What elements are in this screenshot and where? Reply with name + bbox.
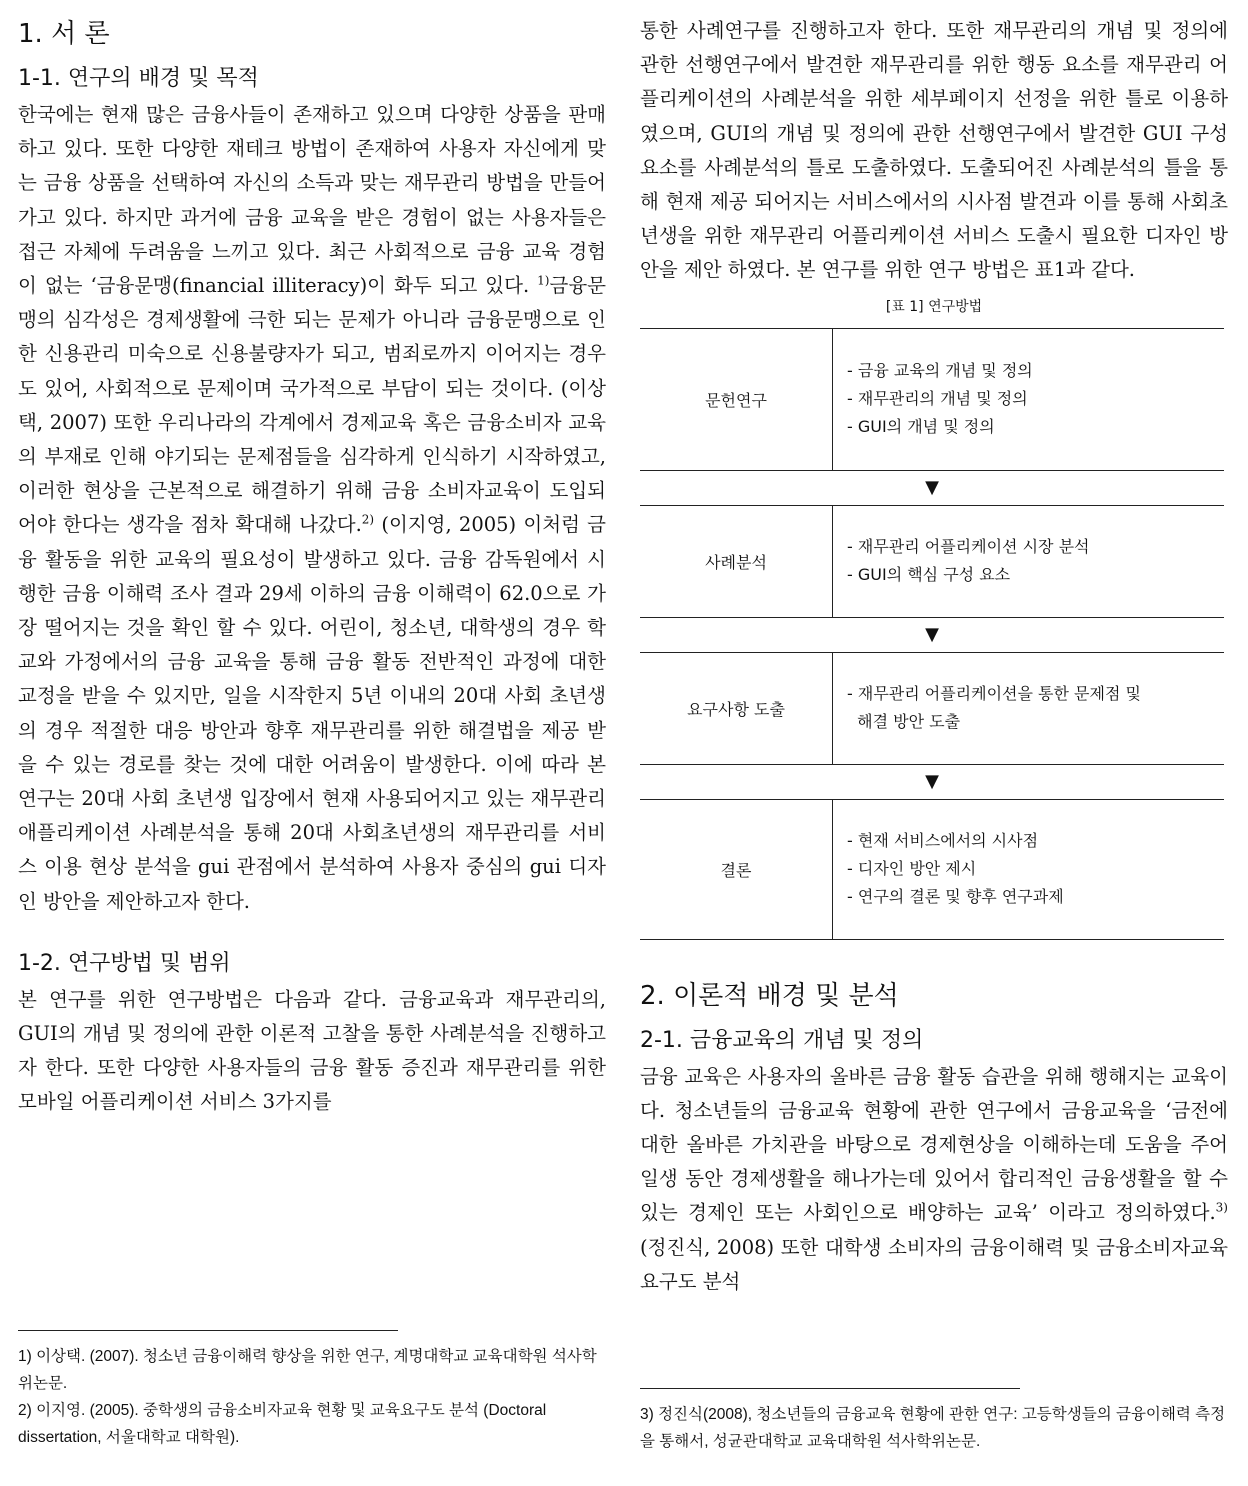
- down-arrow-icon: ▼: [925, 476, 939, 498]
- footnote-rule: [18, 1330, 398, 1331]
- row-label: 문헌연구: [640, 328, 833, 470]
- row-item: - 금융 교육의 개념 및 정의: [847, 361, 1033, 381]
- row-item: - 현재 서비스에서의 시사점: [847, 831, 1039, 851]
- footnote-ref-2: 2): [361, 512, 375, 527]
- row-items: [833, 505, 1225, 617]
- row-label: 결론: [640, 799, 833, 939]
- subsection-1-2-title: 1-2. 연구방법 및 범위: [18, 950, 231, 976]
- footnote-rule: [640, 1388, 1020, 1389]
- subsection-2-1-title: 2-1. 금융교육의 개념 및 정의: [640, 1027, 924, 1053]
- table-row: [640, 799, 1224, 939]
- paragraph-financial-education: [640, 1060, 1228, 1299]
- arrow-row: [640, 617, 1224, 652]
- row-item: 해결 방안 도출: [847, 712, 961, 732]
- row-item: - 재무관리의 개념 및 정의: [847, 389, 1028, 409]
- paragraph-background-part1: 한국에는 현재 많은 금융사들이 존재하고 있으며 다양한 상품을 판매하고 있다. 또한 다양한 재테크 방법이 존재하여 사용자 자신에게 맞는 금융 상품을 선택하여 자신의 소득과 맞는 재무관리 방법을 만들어 가고 있다. 하지만 과거에 금융 교육을 받은 경험이 없는 사용자들은 접근 자체에 두려움을 느끼고 있다. 최근 사회적으로 금융 교육 경험이 없는 ‘금융문맹(financial illiteracy)이 화두 되고 있다.: [18, 103, 606, 298]
- paragraph-background: [18, 98, 606, 919]
- subsection-1-1-title: 1-1. 연구의 배경 및 목적: [18, 66, 259, 91]
- paragraph-financial-education-part1: 금융 교육은 사용자의 올바른 금융 활동 습관을 위해 행해지는 교육이다. 청소년들의 금융교육 현황에 관한 연구에서 금융교육을 ‘금전에 대한 올바른 가치관을 바탕으로 경제현상을 이해하는데 도움을 주어 일생 동안 경제생활을 해나가는데 있어서 합리적인 금융생활을 할 수 있는 경제인 또는 사회인으로 배양하는 교육’ 이라고 정의하였다.: [640, 1064, 1228, 1225]
- row-label: 요구사항 도출: [640, 652, 833, 764]
- arrow-row: [640, 470, 1224, 505]
- paragraph-background-part3: (이지영, 2005) 이처럼 금융 활동을 위한 교육의 필요성이 발생하고 있다. 금융 감독원에서 시행한 금융 이해력 조사 결과 29세 이하의 금융 이해력이 62.0으로 가장 떨어지는 것을 확인 할 수 있다. 어린이, 청소년, 대학생의 경우 학교와 가정에서의 금융 교육을 통해 금융 활동 전반적인 과정에 대한 교정을 받을 수 있지만, 일을 시작한지 5년 이내의 20대 사회 초년생의 경우 적절한 대응 방안과 향후 재무관리를 위한 해결법을 제공 받을 수 있는 경로를 찾는 것에 대한 어려움이 발생한다. 이에 따라 본 연구는 20대 사회 초년생 입장에서 현재 사용되어지고 있는 재무관리 애플리케이션 사례분석을 통해 20대 사회초년생의 재무관리를 서비스 이용 현상 분석을 gui 관점에서 분석하여 사용자 중심의 gui 디자인 방안을 제안하고자 한다.: [18, 513, 606, 913]
- row-items: [833, 799, 1225, 939]
- paragraph-financial-education-part2: (정진식, 2008) 또한 대학생 소비자의 금융이해력 및 금융소비자교육 요구도 분석: [640, 1235, 1228, 1293]
- row-item: - 재무관리 어플리케이션을 통한 문제점 및: [847, 684, 1141, 704]
- row-item: - GUI의 개념 및 정의: [847, 417, 995, 437]
- footnotes-right: [640, 1388, 1228, 1455]
- footnotes-left: [18, 1330, 608, 1451]
- row-item: - 연구의 결론 및 향후 연구과제: [847, 887, 1064, 907]
- paragraph-background-part2: 금융문맹의 심각성은 경제생활에 극한 되는 문제가 아니라 금융문맹으로 인한 신용관리 미숙으로 신용불량자가 되고, 범죄로까지 이어지는 경우도 있어, 사회적으로 문제이며 국가적으로 부담이 되는 것이다. (이상택, 2007) 또한 우리나라의 각계에서 경제교육 혹은 금융소비자 교육의 부재로 인해 야기되는 문제점들을 심각하게 인식하기 시작하였고, 이러한 현상을 근본적으로 해결하기 위해 금융 소비자교육이 도입되어야 한다는 생각을 점차 확대해 나갔다.: [18, 274, 606, 537]
- row-items: [833, 652, 1225, 764]
- down-arrow-icon: ▼: [925, 770, 939, 792]
- down-arrow-icon: ▼: [925, 623, 939, 645]
- footnote-ref-3: 3): [1215, 1200, 1228, 1215]
- row-items: [833, 328, 1225, 470]
- right-column: [640, 14, 1228, 1299]
- row-label: 사례분석: [640, 505, 833, 617]
- row-item: - GUI의 핵심 구성 요소: [847, 565, 1011, 585]
- footnote-ref-1: 1): [537, 273, 550, 288]
- table-row: [640, 328, 1224, 470]
- table-row: [640, 652, 1224, 764]
- table-caption: [표 1] 연구방법: [885, 298, 983, 315]
- section-1-title: 1. 서 론: [18, 19, 110, 49]
- footnote-3: 3) 정진식(2008), 청소년들의 금융교육 현황에 관한 연구: 고등학생들의 금융이해력 측정을 통해서, 성균관대학교 교육대학원 석사학위논문.: [640, 1406, 1226, 1450]
- table-row: [640, 505, 1224, 617]
- row-item: - 디자인 방안 제시: [847, 859, 977, 879]
- research-method-table: [640, 328, 1224, 940]
- paragraph-method-continued: 통한 사례연구를 진행하고자 한다. 또한 재무관리의 개념 및 정의에 관한 선행연구에서 발견한 재무관리를 위한 행동 요소를 재무관리 어플리케이션의 사례분석을 위한 세부페이지 선정을 위한 틀로 이용하였으며, GUI의 개념 및 정의에 관한 선행연구에서 발견한 GUI 구성요소를 사례분석의 틀로 도출하였다. 도출되어진 사례분석의 틀을 통해 현재 제공 되어지는 서비스에서의 시사점 발견과 이를 통해 사회초년생을 위한 재무관리 어플리케이션 서비스 도출시 필요한 디자인 방안을 제안 하였다. 본 연구를 위한 연구 방법은 표1과 같다.: [640, 19, 1228, 282]
- row-item: - 재무관리 어플리케이션 시장 분석: [847, 537, 1090, 557]
- footnote-1: 1) 이상택. (2007). 청소년 금융이해력 향상을 위한 연구, 계명대학교 교육대학원 석사학위논문.: [18, 1348, 597, 1392]
- left-column: [18, 14, 606, 1120]
- arrow-row: [640, 764, 1224, 799]
- footnote-2: 2) 이지영. (2005). 중학생의 금융소비자교육 현황 및 교육요구도 분석 (Doctoral dissertation, 서울대학교 대학원).: [18, 1402, 547, 1446]
- paragraph-method: 본 연구를 위한 연구방법은 다음과 같다. 금융교육과 재무관리의, GUI의 개념 및 정의에 관한 이론적 고찰을 통한 사례분석을 진행하고자 한다. 또한 다양한 사용자들의 금융 활동 증진과 재무관리를 위한 모바일 어플리케이션 서비스 3가지를: [18, 987, 606, 1114]
- section-2-title: 2. 이론적 배경 및 분석: [640, 980, 899, 1011]
